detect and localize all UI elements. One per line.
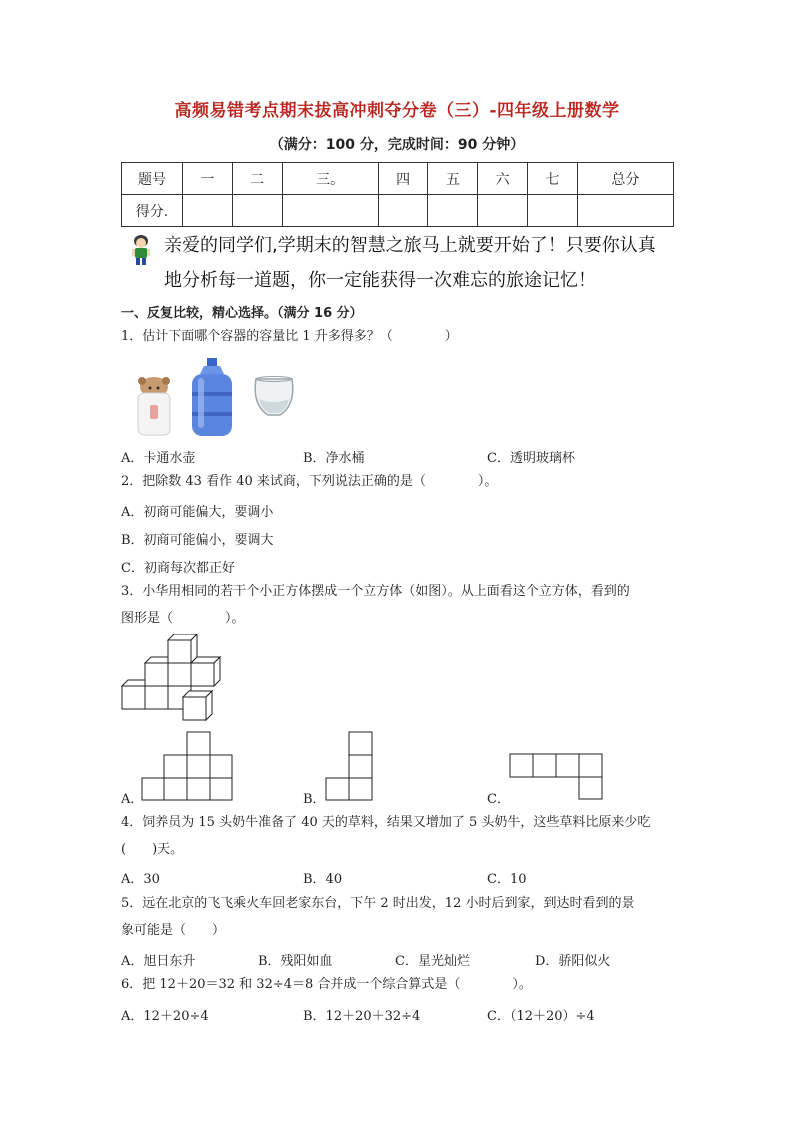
score-table — [121, 162, 674, 227]
glass-cup-image — [250, 375, 298, 419]
q5-option-d[interactable]: D．骄阳似火 — [535, 954, 611, 969]
q5-option-c[interactable]: C．星光灿烂 — [395, 954, 470, 969]
q3-option-c-figure — [509, 753, 603, 801]
question-4-line-1: 4．饲养员为 15 头奶牛准备了 40 天的草料，结果又增加了 5 头奶牛，这些草料比原来少吃 — [121, 815, 651, 830]
score-entry-cell[interactable] — [232, 195, 282, 227]
q3-option-c[interactable]: C． — [487, 792, 510, 807]
score-entry-cell[interactable] — [183, 195, 233, 227]
q4-option-a[interactable]: A．30 — [121, 872, 160, 887]
table-cell: 六 — [478, 163, 528, 195]
table-cell: 一 — [183, 163, 233, 195]
student-mascot-icon — [128, 233, 154, 271]
score-entry-cell[interactable] — [478, 195, 528, 227]
q3-option-a[interactable]: A． — [121, 792, 144, 807]
table-cell: 题号 — [122, 163, 183, 195]
q3-option-b-figure — [325, 731, 373, 801]
q2-option-b[interactable]: B．初商可能偏小，要调大 — [121, 533, 274, 548]
q6-option-c[interactable]: C．（12＋20）÷4 — [487, 1009, 595, 1024]
score-entry-cell[interactable] — [282, 195, 378, 227]
question-3-line-2: 图形是（ ）。 — [121, 611, 245, 626]
q5-option-b[interactable]: B．残阳如血 — [258, 954, 333, 969]
question-5-line-1: 5．远在北京的飞飞乘火车回老家东台，下午 2 时出发，12 小时后到家，到达时看到的景 — [121, 896, 635, 911]
intro-line-1: 亲爱的同学们,学期末的智慧之旅马上就要开始了！只要你认真 — [164, 235, 656, 256]
page-subtitle: （满分：100 分，完成时间：90 分钟） — [269, 137, 525, 153]
q3-option-b[interactable]: B． — [303, 792, 326, 807]
score-table-header-row — [122, 163, 674, 195]
q4-option-b[interactable]: B．40 — [303, 872, 343, 887]
question-5-line-2: 象可能是（ ） — [121, 923, 226, 938]
q2-option-c[interactable]: C．初商每次都正好 — [121, 561, 235, 576]
question-4-line-2: ( )天。 — [121, 842, 184, 857]
question-6: 6．把 12＋20＝32 和 32÷4＝8 合并成一个综合算式是（ ）。 — [121, 977, 532, 992]
page-title: 高频易错考点期末拔高冲刺夺分卷（三）-四年级上册数学 — [174, 101, 620, 121]
q1-option-b[interactable]: B．净水桶 — [303, 451, 365, 466]
table-cell: 三。 — [282, 163, 378, 195]
table-cell: 七 — [527, 163, 577, 195]
q1-option-c[interactable]: C．透明玻璃杯 — [487, 451, 575, 466]
question-1: 1．估计下面哪个容器的容量比 1 升多得多？（ ） — [121, 329, 458, 344]
q2-option-a[interactable]: A．初商可能偏大，要调小 — [121, 505, 274, 520]
cube-stack-figure — [120, 634, 226, 722]
table-cell: 四 — [378, 163, 428, 195]
score-entry-cell[interactable] — [577, 195, 673, 227]
table-cell: 得分. — [122, 195, 183, 227]
score-table-score-row — [122, 195, 674, 227]
intro-line-2: 地分析每一道题，你一定能获得一次难忘的旅途记忆！ — [164, 270, 596, 291]
question-2: 2．把除数 43 看作 40 来试商，下列说法正确的是（ ）。 — [121, 474, 498, 489]
q4-option-c[interactable]: C．10 — [487, 872, 527, 887]
q5-option-a[interactable]: A．旭日东升 — [121, 954, 196, 969]
water-bucket-image — [188, 358, 236, 438]
section-heading: 一、反复比较，精心选择。（满分 16 分） — [121, 306, 363, 321]
score-entry-cell[interactable] — [527, 195, 577, 227]
q6-option-b[interactable]: B．12＋20＋32÷4 — [303, 1009, 421, 1024]
table-cell: 五 — [428, 163, 478, 195]
q3-option-a-figure — [141, 731, 233, 801]
question-3-line-1: 3．小华用相同的若干个小正方体摆成一个立方体（如图）。从上面看这个立方体，看到的 — [121, 584, 630, 599]
cartoon-kettle-image — [132, 375, 176, 439]
q6-option-a[interactable]: A．12＋20÷4 — [121, 1009, 209, 1024]
table-cell: 二 — [232, 163, 282, 195]
table-cell: 总分 — [577, 163, 673, 195]
score-entry-cell[interactable] — [428, 195, 478, 227]
score-entry-cell[interactable] — [378, 195, 428, 227]
q1-option-a[interactable]: A．卡通水壶 — [121, 451, 196, 466]
